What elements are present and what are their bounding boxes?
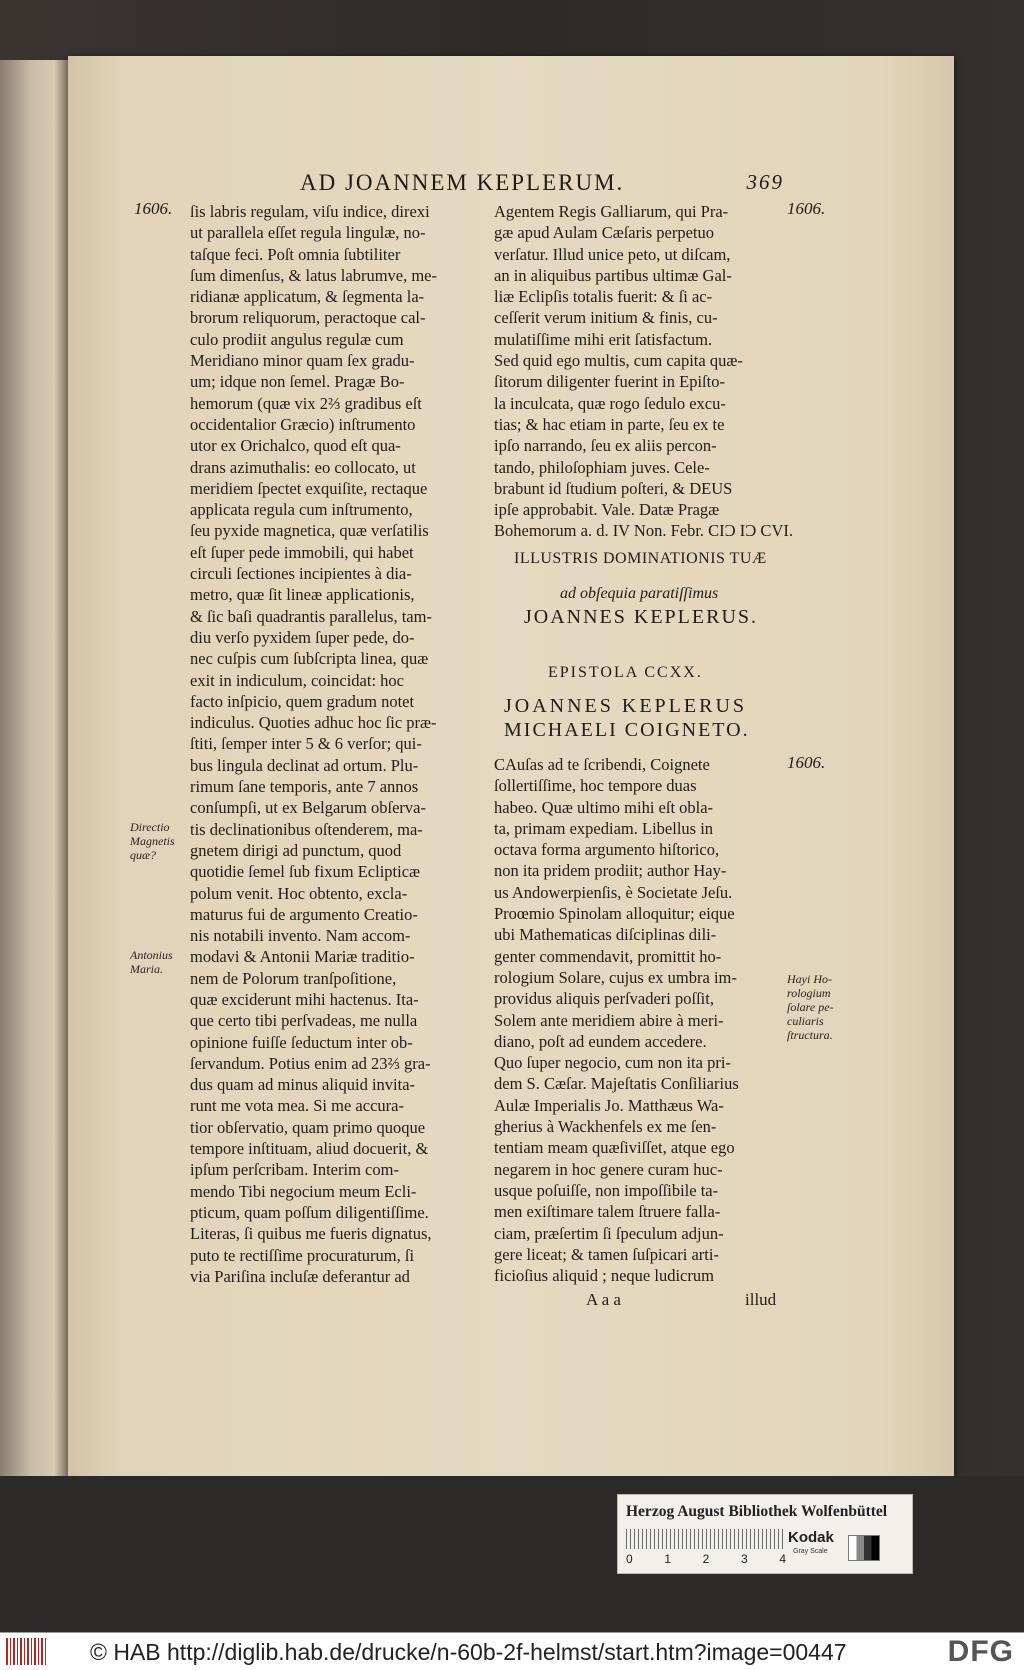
text-line: gæ apud Aulam Cæſaris perpetuo [494,223,714,243]
text-line: Proœmio Spinolam alloquitur; eique [494,904,735,924]
text-line: applicata regula cum inſtrumento, [190,500,413,520]
text-line: mendo Tibi negocium meum Ecli- [190,1181,417,1201]
text-line: providus aliquis perſvaderi poſſit, [494,989,714,1009]
text-line: Bohemorum a. d. IV Non. Febr. CIƆ IƆ CVI. [494,521,793,541]
text-line: usque poſuiſſe, non impoſſibile ta- [494,1180,719,1200]
text-line: Solem ante meridiem abire à meri- [494,1010,724,1030]
text-line: verſatur. Illud unice peto, ut diſcam, [494,244,731,264]
signature-name: JOANNES KEPLERUS. [524,606,759,628]
text-line: culo prodiit angulus regulæ cum [190,329,404,349]
text-line: exit in indiculum, coincidat: hoc [190,670,404,690]
text-line: Meridiano minor quam ſex gradu- [190,351,415,371]
text-line: tis declinationibus oſtenderem, ma- [190,819,423,839]
text-line: drans azimuthalis: eo collocato, ut [190,457,416,477]
text-line: gnetem dirigi ad punctum, quod [190,840,402,860]
text-line: que certo tibi perſvadeas, me nulla [190,1011,418,1031]
dfg-logo: DFG [947,1635,1014,1668]
text-line: puto te rectiſſime procuraturum, ſi [190,1245,415,1265]
library-name: Herzog August Bibliothek Wolfenbüttel [626,1503,888,1520]
text-line: nec cuſpis cum ſubſcripta linea, quæ [190,649,429,669]
epistle-heading-sender: JOANNES KEPLERUS [504,695,748,717]
text-line: tempore inſtituam, aliud docuerit, & [190,1139,429,1159]
text-line: dus quam ad minus aliquid invita- [190,1075,416,1095]
text-line: diu verſo pyxidem ſuper pede, do- [190,627,415,647]
previous-page-edge [0,60,68,1480]
text-line: ipſo narrando, ſeu ex aliis percon- [494,436,717,456]
text-line: quotidie ſemel ſub fixum Eclipticæ [190,862,421,882]
text-line: rologium Solare, cujus ex umbra im- [494,967,737,987]
signature-line-1: ILLUSTRIS DOMINATIONIS TUÆ [514,550,767,567]
text-line: Quo ſuper negocio, cum non ita pri- [494,1053,731,1073]
text-line: bus lingula declinat ad ortum. Plu- [190,755,419,775]
scale-numbers [626,1552,786,1566]
year-left: 1606. [134,199,173,218]
text-line: ſitorum diligenter fuerint in Epiſto- [494,372,725,392]
text-line: ſeu pyxide magnetica, quæ verſatilis [190,521,429,541]
text-line: tior obſervatio, quam primo quoque [190,1117,426,1137]
text-line: brabunt id ſtudium poſteri, & DEUS [494,478,733,498]
source-url[interactable]: © HAB http://diglib.hab.de/drucke/n-60b-2f-helmst/start.htm?image=00447 [90,1639,847,1665]
text-line: pticum, quam poſſum diligentiſſime. [190,1202,429,1222]
text-line: ipſe approbabit. Vale. Datæ Pragæ [494,500,720,520]
margin-note-line: Directio [130,820,170,834]
text-line: ſervandum. Potius enim ad 23⅔ gra- [190,1053,431,1073]
margin-note-hayi [787,972,834,1042]
text-line: nis notabili invento. Nam accom- [190,926,411,946]
text-line: taſque feci. Poſt omnia ſubtiliter [190,244,401,264]
text-line: occidentalior Græcio) inſtrumento [190,414,416,434]
header-title: AD JOANNEM KEPLERUM. [300,170,625,195]
gray-scale-label: Gray Scale [793,1548,828,1555]
margin-note-line: rologium [787,986,831,1000]
margin-note-line: Magnetis [130,834,175,848]
text-line: dem S. Cæſar. Majeſtatis Conſiliarius [494,1074,739,1094]
viewer-footer [0,1632,1024,1670]
text-line: CAuſas ad te ſcribendi, Coignete [494,755,710,774]
text-line: Literas, ſi quibus me fueris dignatus, [190,1224,432,1244]
margin-note-antonius [130,948,173,976]
text-line: Agentem Regis Galliarum, qui Pra- [494,202,729,221]
margin-note-line: ſtructura. [787,1028,833,1042]
text-line: runt me vota mea. Si me accura- [190,1096,404,1116]
margin-note-line: Maria. [130,962,163,976]
scale-number: 0 [626,1552,633,1566]
text-line: ridianæ applicatum, & ſegmenta la- [190,287,425,307]
text-line: ceſſerit verum initium & finis, cu- [494,308,718,328]
text-line: circuli ſectiones incipientes à dia- [190,564,412,584]
text-line: brorum reliquorum, peractoque cal- [190,308,426,328]
text-line: ſollertiſſime, hoc tempore duas [494,776,697,796]
text-line: men exiſtimare talem ſtruere falla- [494,1202,721,1222]
text-line: polum venit. Hoc obtento, excla- [190,883,408,903]
text-line: tentiam meam quæſiviſſet, atque ego [494,1138,735,1158]
text-line: modavi & Antonii Mariæ traditio- [190,947,415,967]
margin-note-directio [130,820,175,862]
page-number: 369 [746,170,784,194]
text-line: la inculcata, quæ rogo ſedulo excu- [494,393,726,413]
year-right: 1606. [787,199,826,218]
year-epistle: 1606. [787,753,826,772]
margin-note-line: culiaris [787,1014,824,1028]
right-text-column-top [494,201,793,542]
scale-number: 2 [702,1552,710,1566]
kodak-logo: Kodak [788,1529,834,1546]
scale-ruler [626,1529,786,1549]
text-line: ubi Mathematicas diſciplinas dili- [494,925,717,945]
text-line: um; idque non ſemel. Pragæ Bo- [190,372,405,392]
scale-number: 3 [740,1552,748,1566]
text-line: opinione fuiſſe ſeductum inter ob- [190,1032,413,1052]
text-line: ſis labris regulam, viſu indice, direxi [190,202,430,221]
gray-swatch [848,1535,880,1561]
text-line: & ſic baſi quadrantis parallelus, tam- [190,606,432,626]
right-text-column-bottom [494,754,784,1286]
left-text-column [190,201,475,1287]
text-line: an in aliquibus partibus ultimæ Gal- [494,265,732,285]
text-line: tando, philoſophiam juves. Cele- [494,457,710,477]
text-line: quæ exciderunt mihi hactenus. Ita- [190,989,419,1009]
text-line: Aulæ Imperialis Jo. Matthæus Wa- [494,1095,724,1115]
text-line: conſumpſi, ut ex Belgarum obſerva- [190,798,426,818]
text-line: ta, primam expediam. Libellus in [494,818,714,838]
text-line: maturus fui de argumento Creatio- [190,904,418,924]
epistle-heading-recipient: MICHAELI COIGNETO. [504,719,750,741]
margin-note-line: Antonius [130,948,173,962]
text-line: genter commendavit, promittit ho- [494,946,722,966]
text-line: ſtiti, ſemper inter 5 & 6 verſor; qui- [190,734,422,754]
text-line: habeo. Quæ ultimo mihi eſt obla- [494,797,714,817]
text-line: octava forma argumento hiſtorico, [494,840,720,860]
text-line: ſum dimenſus, & latus labrumve, me- [190,265,438,285]
text-line: diano, poſt ad eundem accedere. [494,1031,707,1051]
text-line: via Pariſina incluſæ deferantur ad [190,1266,410,1286]
catchword: illud [745,1290,777,1309]
text-line: Sed quid ego multis, cum capita quæ- [494,351,743,371]
text-line: utor ex Orichalco, quod eſt qua- [190,436,401,456]
text-line: non ita pridem prodiit; author Hay- [494,861,727,881]
epistle-number: EPISTOLA CCXX. [548,664,703,681]
text-line: us Andowerpienſis, è Societate Jeſu. [494,882,733,902]
text-line: ut parallela eſſet regula lingulæ, no- [190,223,426,243]
text-line: facto inſpicio, quem gradum notet [190,691,415,711]
signature-line-2: ad obſequia paratiſſimus [560,585,719,602]
running-header [300,170,820,200]
text-line: hemorum (quæ vix 2⅔ gradibus eſt [190,393,422,413]
text-line: gherius à Wackhenfels ex me ſen- [494,1117,717,1137]
margin-note-line: ſolare pe- [787,1000,834,1014]
text-line: ciam, præſertim ſi ſpeculum adjun- [494,1223,724,1243]
text-line: metro, quæ ſit lineæ applicationis, [190,585,415,605]
margin-note-line: quæ? [130,848,157,862]
text-line: tias; & hac etiam in parte, ſeu ex te [494,414,725,434]
text-line: mulatiſſime mihi erit ſatisfactum. [494,329,713,349]
barcode-icon [6,1638,46,1665]
text-line: negarem in hoc genere curam huc- [494,1159,723,1179]
signature-mark: A a a [586,1290,621,1309]
scale-number: 4 [779,1552,786,1566]
text-line: nem de Polorum tranſpoſitione, [190,968,397,988]
text-line: ficioſius aliquid ; neque ludicrum [494,1266,714,1286]
text-line: liæ Eclipſis totalis fuerit: & ſi ac- [494,287,713,307]
scale-number: 1 [664,1552,672,1566]
margin-note-line: Hayi Ho- [787,972,832,986]
text-line: eſt ſuper pede immobili, qui habet [190,542,414,562]
library-color-card [617,1494,913,1574]
text-line: gere liceat; & tamen ſuſpicari arti- [494,1244,719,1264]
text-line: indiculus. Quoties adhuc hoc ſic præ- [190,713,437,733]
text-line: ipſum perſcribam. Interim com- [190,1160,399,1180]
text-line: rimum ſane temporis, ante 7 annos [190,777,419,797]
text-line: meridiem ſpectet exquiſite, rectaque [190,478,428,498]
